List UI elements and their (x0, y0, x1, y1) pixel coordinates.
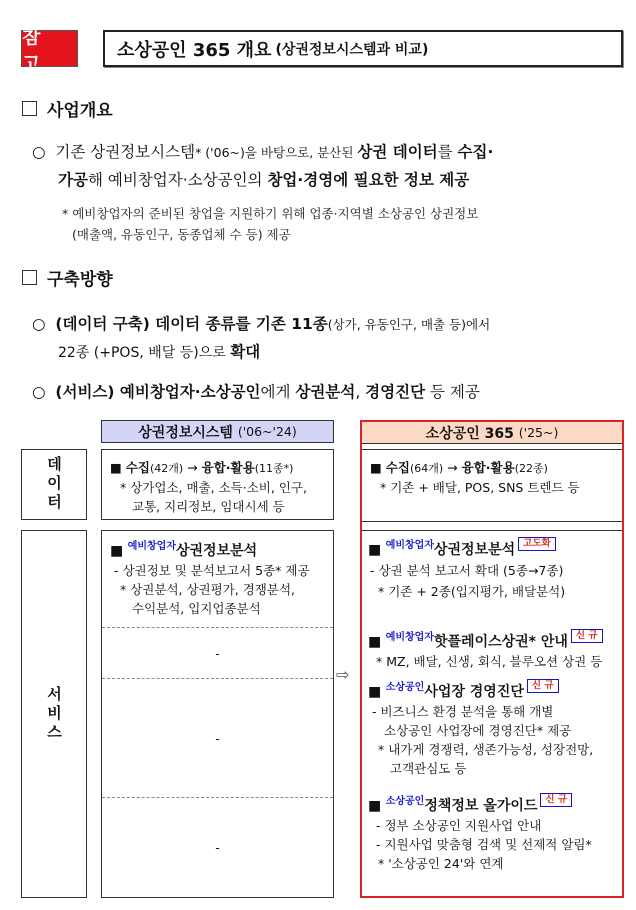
t: - (215, 840, 220, 855)
t: 상권분석 (295, 383, 356, 401)
t: 에게 (260, 383, 296, 401)
t: - 상권 분석 보고서 확대 (5종→7종) (370, 563, 564, 578)
t: 교통, 지리정보, 임대시세 등 (132, 499, 285, 514)
t: 고객관심도 등 (390, 761, 467, 776)
t: 소상공인 (385, 682, 425, 693)
right-header (362, 422, 622, 444)
t: - (215, 645, 220, 661)
t: 정책정보 올가이드 (424, 798, 538, 814)
t: * 기존 + 2종(입지평가, 배달분석) (378, 584, 566, 599)
t: (11종*) (254, 462, 294, 475)
t: (상가, 유동인구, 매출 등)에서 (327, 317, 491, 332)
t: 데이터 (45, 456, 63, 513)
section-heading-overview (22, 96, 113, 121)
t: (64개) (409, 462, 444, 475)
t: 22종 (+POS, 배달 등)으로 (58, 345, 231, 361)
t: 사업장 경영진단 (424, 684, 524, 700)
empty-slot (102, 627, 333, 678)
t: ('06~'24) (237, 424, 297, 439)
t: * MZ, 배달, 신생, 회식, 블루오션 상권 등 (376, 654, 603, 669)
t: 소상공인 (385, 796, 425, 807)
t: 상권정보분석 (176, 543, 258, 559)
t: 소상공인 365 (425, 425, 514, 442)
direction-bullet-service: ○ (서비스) 예비창업자·소상공인에게 상권분석, 경영진단 등 제공 (32, 383, 480, 401)
t: 예비창업자 (385, 540, 434, 551)
t: 서비스 (45, 685, 63, 743)
left-data-cell: ■ 수집(42개) → 융합·활용(11종*) * 상가업소, 매출, 소득·소비, 인구, 교통, 지리정보, 임대시세 등 (101, 449, 334, 520)
row-label-service (21, 530, 87, 898)
reference-tag: 참 고 (21, 30, 78, 67)
service-item: ■ $^{예비창업자}$상권정보분석 고도화 - 상권 분석 보고서 확대 (5종→7종) * 기존 + 2종(입지평가, 배달분석) (368, 536, 622, 628)
t: * 기존 + 배달, POS, SNS 트렌드 등 (380, 480, 580, 495)
left-header (101, 420, 334, 443)
empty-slot (102, 678, 333, 797)
service-item: ■ $^{예비창업자}$핫플레이스상권* 안내 신 규 * MZ, 배달, 신생, 회식, 블루오션 상권 등 (368, 628, 622, 678)
service-item: ■ $^{소상공인}$사업장 경영진단 신 규 - 비즈니스 환경 분석을 통해 개별 소상공인 사업장에 경영진단* 제공 * 내가게 경쟁력, 생존가능성, 성장전망, 고객관심도 등 (368, 678, 622, 792)
t: 상권정보시스템 (138, 424, 233, 441)
badge: 신 규 (571, 629, 603, 643)
row-label-data (21, 449, 87, 520)
checkbox-square-icon (22, 101, 37, 116)
t: 창업·경영에 필요한 정보 제공 (267, 171, 470, 189)
right-arrow-icon: ⇨ (336, 665, 350, 684)
title-sub: (상권정보시스템과 비교) (275, 41, 429, 58)
right-data-cell: ■ 수집(64개) → 융합·활용(22종) * 기존 + 배달, POS, SNS 트렌드 등 (362, 449, 622, 522)
t: 등 제공 (425, 383, 480, 401)
page-title (103, 30, 623, 67)
t: 상권 데이터 (357, 143, 438, 161)
t: → (187, 460, 198, 475)
t: 수집 (385, 460, 410, 475)
overview-bullet-cont (58, 168, 469, 190)
t: - 상권정보 및 분석보고서 5종* 제공 (114, 563, 310, 578)
badge: 신 규 (540, 793, 572, 807)
t: 해 예비창업자·소상공인의 (87, 171, 268, 189)
t: → (447, 460, 458, 475)
badge: 신 규 (527, 679, 559, 693)
heading-text: 구축방향 (47, 270, 113, 290)
t: 소상공인 사업장에 경영진단* 제공 (384, 723, 572, 738)
t: 확대 (230, 343, 261, 361)
t: * '소상공인 24'와 연계 (378, 856, 504, 871)
left-service-cell: ■ $^{예비창업자}$상권정보분석 - 상권정보 및 분석보고서 5종* 제공 * 상권분석, 상권평가, 경쟁분석, 수익분석, 입지업종분석 - - - (101, 530, 334, 898)
title-main: 소상공인 365 개요 (117, 39, 272, 61)
t: 융합·활용 (461, 460, 515, 475)
badge: 고도화 (518, 537, 556, 551)
t: - (215, 730, 220, 746)
direction-bullet-data-cont (58, 340, 260, 362)
t: * 내가게 경쟁력, 생존가능성, 성장전망, (378, 742, 594, 757)
right-service-cell (362, 530, 622, 896)
t: * 상권분석, 상권평가, 경쟁분석, (120, 582, 295, 597)
t: , (355, 383, 366, 401)
t: (서비스) 예비창업자·소상공인 (55, 383, 261, 401)
section-heading-direction (22, 265, 113, 290)
t: 예비창업자 (127, 541, 176, 552)
t: (데이터 구축) 데이터 종류를 기존 11종 (55, 315, 328, 333)
t: 수집 (125, 460, 150, 475)
overview-bullet: ○ 기존 상권정보시스템* ('06~)을 바탕으로, 분산된 상권 데이터를 수집· (32, 143, 494, 161)
t: 경영진단 (365, 383, 426, 401)
t: * 상가업소, 매출, 소득·소비, 인구, (120, 480, 307, 495)
t: 를 (437, 143, 458, 161)
t: 가공 (58, 171, 88, 189)
t: 수집· (457, 143, 494, 161)
t: (42개) (149, 462, 184, 475)
t: - 지원사업 맞춤형 검색 및 선제적 알림* (376, 837, 592, 852)
overview-note: * 예비창업자의 준비된 창업을 지원하기 위해 업종·지역별 소상공인 상권정보 (62, 206, 479, 221)
checkbox-square-icon (22, 270, 37, 285)
t: ('25~) (518, 425, 559, 440)
t: - 비즈니스 환경 분석을 통해 개별 (372, 704, 554, 719)
t: 수익분석, 입지업종분석 (132, 601, 261, 616)
t: 상권정보분석 (434, 542, 516, 558)
t: * ('06~)을 바탕으로, 분산된 (195, 145, 358, 160)
t: 기존 상권정보시스템 (55, 143, 196, 161)
t: 예비창업자 (385, 632, 434, 643)
t: - 정부 소상공인 지원사업 안내 (376, 818, 542, 833)
t: 핫플레이스상권* 안내 (434, 634, 568, 650)
empty-slot (102, 797, 333, 897)
overview-note-2: (매출액, 유동인구, 동종업체 수 등) 제공 (72, 227, 291, 242)
t: (22종) (514, 462, 548, 475)
direction-bullet-data: ○ (데이터 구축) 데이터 종류를 기존 11종(상가, 유동인구, 매출 등)에서 (32, 315, 491, 333)
t: 융합·활용 (201, 460, 255, 475)
heading-text: 사업개요 (47, 101, 113, 121)
service-item: ■ $^{소상공인}$정책정보 올가이드 신 규 - 정부 소상공인 지원사업 안내 - 지원사업 맞춤형 검색 및 선제적 알림* * '소상공인 24'와 연계 (368, 792, 622, 873)
